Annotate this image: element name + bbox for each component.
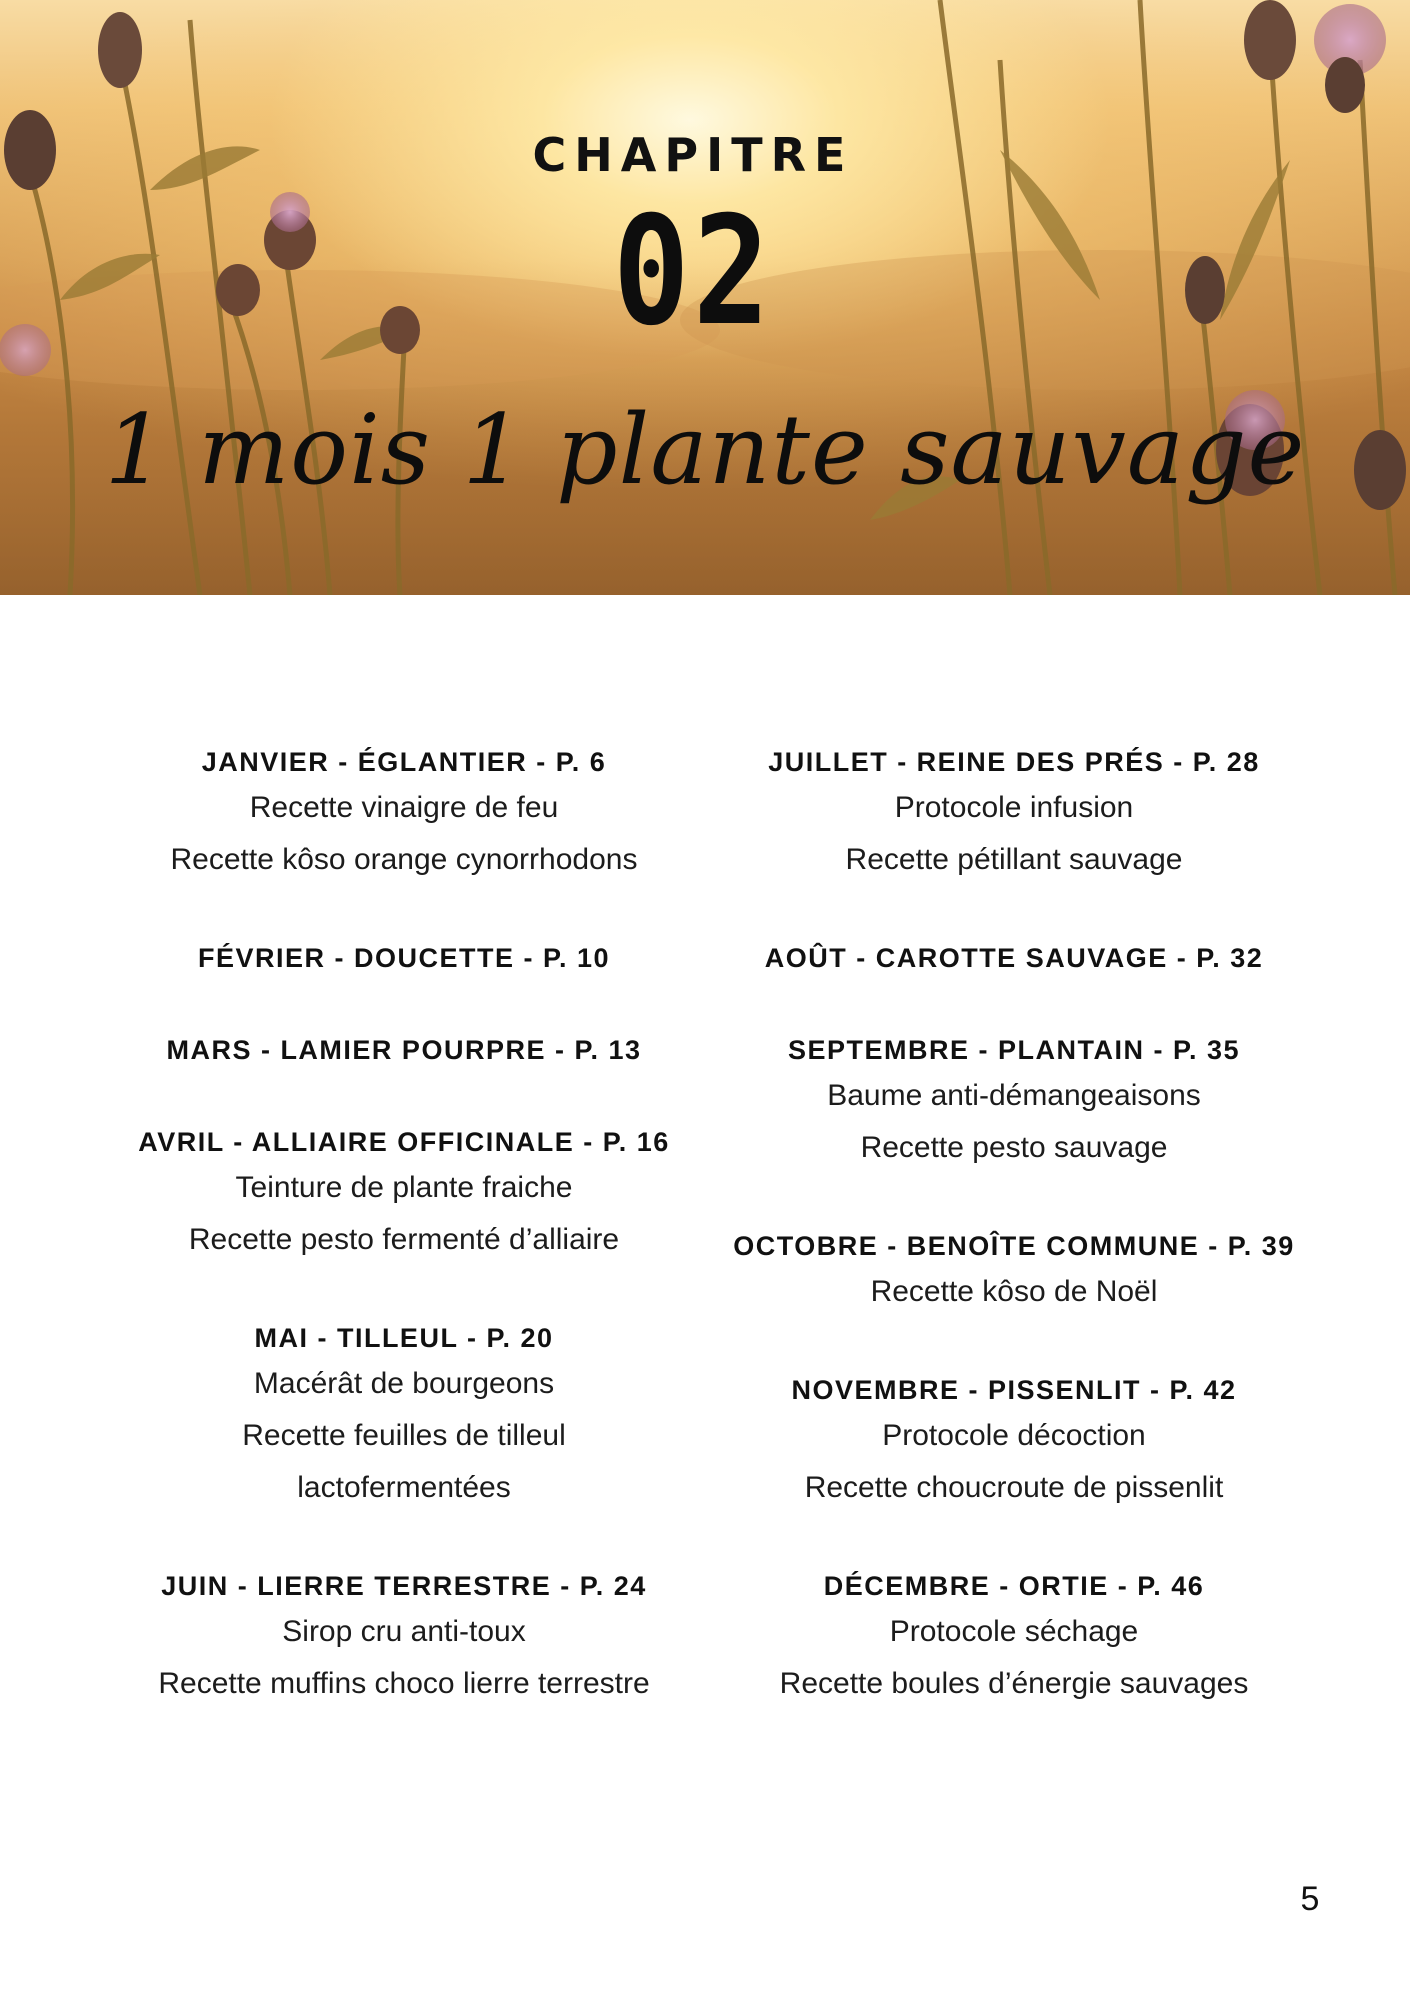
toc-entry-heading: MARS - LAMIER POURPRE - P. 13 [166, 1035, 642, 1065]
toc-entry-heading: FÉVRIER - DOUCETTE - P. 10 [197, 943, 611, 973]
chapter-label: CHAPITRE [532, 128, 854, 182]
toc-entry-heading: JUIN - LIERRE TERRESTRE - P. 24 [161, 1571, 647, 1601]
toc-entry [704, 1370, 1324, 1514]
toc-entry-item: Recette muffins choco lierre terrestre [158, 1667, 650, 1700]
hero-banner [0, 0, 1410, 595]
toc-entry-item: Recette kôso orange cynorrhodons [170, 843, 638, 876]
toc-entry [704, 938, 1324, 978]
toc-entry [704, 1030, 1324, 1174]
toc-entry [94, 742, 714, 886]
toc-entry [94, 1318, 714, 1514]
toc-entry-item: Protocole infusion [894, 791, 1134, 824]
toc-entry-item: Teinture de plante fraiche [235, 1171, 573, 1204]
toc-column-left [94, 742, 714, 1762]
toc-entry [94, 1122, 714, 1266]
toc-entry [704, 742, 1324, 886]
toc-entry-item: Recette vinaigre de feu [249, 791, 559, 824]
toc-entry-item: Recette pesto sauvage [860, 1131, 1168, 1164]
toc-entry-heading: DÉCEMBRE - ORTIE - P. 46 [823, 1571, 1205, 1601]
toc-entry-heading: OCTOBRE - BENOÎTE COMMUNE - P. 39 [733, 1231, 1295, 1261]
toc-entry-heading: SEPTEMBRE - PLANTAIN - P. 35 [787, 1035, 1241, 1065]
toc-entry-item: Protocole séchage [889, 1615, 1139, 1648]
chapter-title: 1 mois 1 plante sauvage [104, 394, 1306, 506]
toc-entry-heading: MAI - TILLEUL - P. 20 [254, 1323, 554, 1353]
toc-column-right [704, 742, 1324, 1762]
toc-entry [94, 938, 714, 978]
toc-entry-heading: AOÛT - CAROTTE SAUVAGE - P. 32 [764, 943, 1264, 973]
toc-entry-item: Recette pesto fermenté d’alliaire [188, 1223, 620, 1256]
toc-entry-item: Sirop cru anti-toux [282, 1615, 526, 1648]
toc-entry [704, 1226, 1324, 1318]
toc-entry [704, 1566, 1324, 1710]
toc-entry-item: Protocole décoction [882, 1419, 1146, 1452]
toc-entry [94, 1030, 714, 1070]
toc-entry-item: Recette boules d’énergie sauvages [779, 1667, 1249, 1700]
toc-entry-heading: AVRIL - ALLIAIRE OFFICINALE - P. 16 [138, 1127, 670, 1157]
toc-entry-item: Recette pétillant sauvage [845, 843, 1183, 876]
toc-entry-item: Recette kôso de Noël [870, 1275, 1158, 1308]
toc-entry-heading: JUILLET - REINE DES PRÉS - P. 28 [768, 747, 1260, 777]
toc-entry [94, 1566, 714, 1710]
toc-entry-heading: JANVIER - ÉGLANTIER - P. 6 [201, 747, 607, 777]
toc-entry-item: lactofermentées [297, 1471, 511, 1504]
chapter-number: 02 [612, 185, 774, 359]
page-number: 5 [1300, 1880, 1320, 1918]
toc-entry-item: Baume anti-démangeaisons [827, 1079, 1201, 1112]
toc-entry-item: Macérât de bourgeons [253, 1367, 555, 1400]
toc-entry-item: Recette choucroute de pissenlit [804, 1471, 1224, 1504]
toc-entry-heading: NOVEMBRE - PISSENLIT - P. 42 [791, 1375, 1237, 1405]
toc-entry-item: Recette feuilles de tilleul [242, 1419, 566, 1452]
